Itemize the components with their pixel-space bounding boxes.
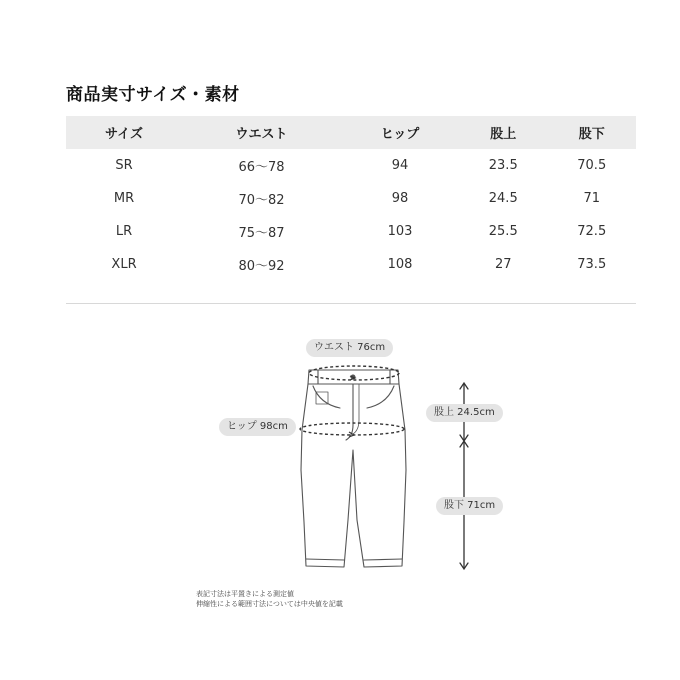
cell-hip: 94	[391, 158, 409, 173]
cell-inseam: 73.5	[577, 257, 607, 272]
header-size: サイズ	[66, 116, 182, 149]
cell-size: XLR	[111, 257, 137, 272]
cell-inseam: 72.5	[577, 224, 607, 239]
cell-inseam: 71	[583, 191, 601, 206]
page-title: 商品実寸サイズ・素材	[66, 85, 240, 105]
waist-label: ウエスト 76cm	[306, 339, 393, 357]
note-line-1: 表記寸法は平置きによる測定値	[196, 590, 294, 598]
cell-rise: 25.5	[488, 224, 518, 239]
cell-hip: 108	[387, 257, 413, 272]
cell-hip: 103	[387, 224, 413, 239]
cell-rise: 24.5	[488, 191, 518, 206]
header-hip: ヒップ	[341, 116, 459, 149]
cell-inseam: 70.5	[577, 158, 607, 173]
cell-hip: 98	[391, 191, 409, 206]
cell-size: MR	[113, 191, 135, 206]
cell-waist: 70〜82	[238, 193, 285, 208]
cell-rise: 27	[494, 257, 512, 272]
cell-size: SR	[115, 158, 133, 173]
header-waist: ウエスト	[182, 116, 341, 149]
cell-waist: 80〜92	[238, 259, 285, 274]
cell-rise: 23.5	[488, 158, 518, 173]
cell-waist: 66〜78	[238, 160, 285, 175]
inseam-label: 股下 71cm	[436, 497, 503, 515]
rise-label: 股上 24.5cm	[426, 404, 503, 422]
note-line-2: 伸縮性による範囲寸法については中央値を記載	[196, 600, 343, 608]
cell-waist: 75〜87	[238, 226, 285, 241]
hip-label: ヒップ 98cm	[219, 418, 296, 436]
header-inseam: 股下	[547, 116, 636, 149]
cell-size: LR	[115, 224, 133, 239]
header-rise: 股上	[459, 116, 547, 149]
